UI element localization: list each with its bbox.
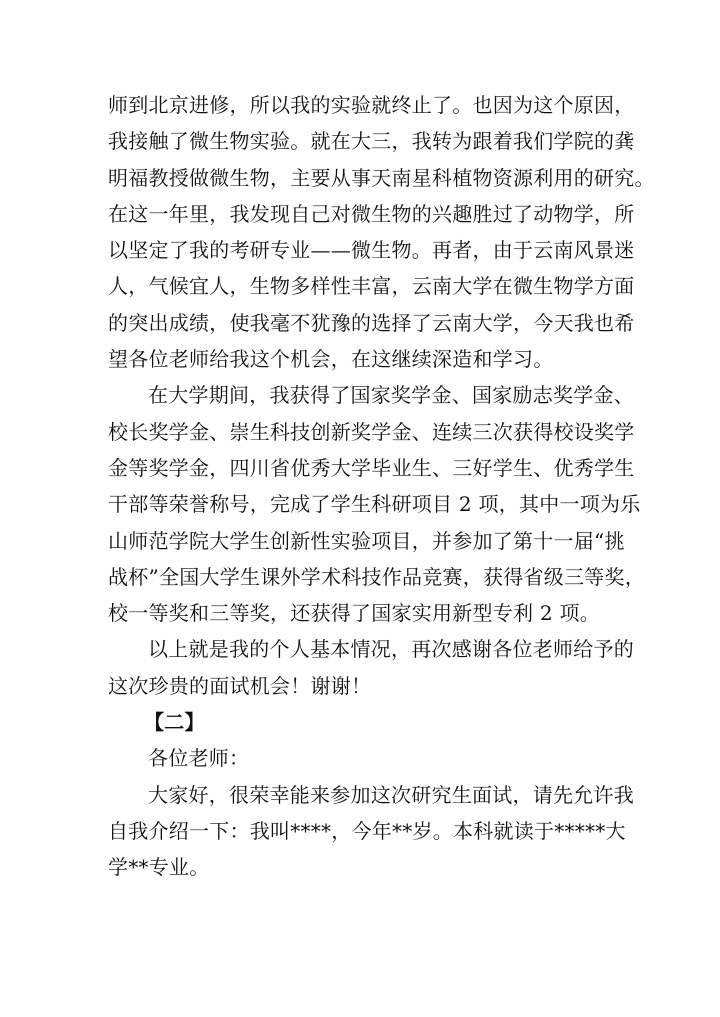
text-line: 战杯”全国大学生课外学术科技作品竞赛，获得省级三等奖， [108,564,645,589]
paragraph-start-line: 在大学期间，我获得了国家奖学金、国家励志奖学金、 [148,383,634,408]
text-line: 望各位老师给我这个机会，在这继续深造和学习。 [108,347,554,372]
paragraph-start-line: 大家好，很荣幸能来参加这次研究生面试，请先允许我 [148,782,634,807]
text-line: 我接触了微生物实验。就在大三，我转为跟着我们学院的龚 [108,129,635,154]
document-body [108,87,655,886]
text-line: 人，气候宜人，生物多样性丰富，云南大学在微生物学方面 [108,274,635,299]
text-line: 校长奖学金、崇生科技创新奖学金、连续三次获得校设奖学 [108,419,635,444]
text-line: 山师范学院大学生创新性实验项目，并参加了第十一届“挑 [108,528,625,553]
text-line: 在这一年里，我发现自己对微生物的兴趣胜过了动物学，所 [108,201,635,226]
text-line: 这次珍贵的面试机会！谢谢！ [108,673,372,698]
text-line: 明福教授做微生物，主要从事天南星科植物资源利用的研究。 [108,165,655,190]
text-line: 校一等奖和三等奖，还获得了国家实用新型专利 2 项。 [108,601,600,626]
text-line: 以坚定了我的考研专业——微生物。再者，由于云南风景迷 [108,238,635,263]
text-line: 的突出成绩，使我毫不犹豫的选择了云南大学，今天我也希 [108,310,635,335]
text-line: 干部等荣誉称号，完成了学生科研项目 2 项，其中一项为乐 [108,492,641,517]
section-heading: 【二】 [144,710,205,735]
text-line: 师到北京进修，所以我的实验就终止了。也因为这个原因， [108,93,635,117]
text-line: 自我介绍一下：我叫****，今年**岁。本科就读于*****大 [108,818,626,843]
salutation: 各位老师： [148,746,250,771]
paragraph-start-line: 以上就是我的个人基本情况，再次感谢各位老师给予的 [148,637,634,662]
text-line: 学**专业。 [108,855,210,880]
text-line: 金等奖学金，四川省优秀大学毕业生、三好学生、优秀学生 [108,455,635,480]
